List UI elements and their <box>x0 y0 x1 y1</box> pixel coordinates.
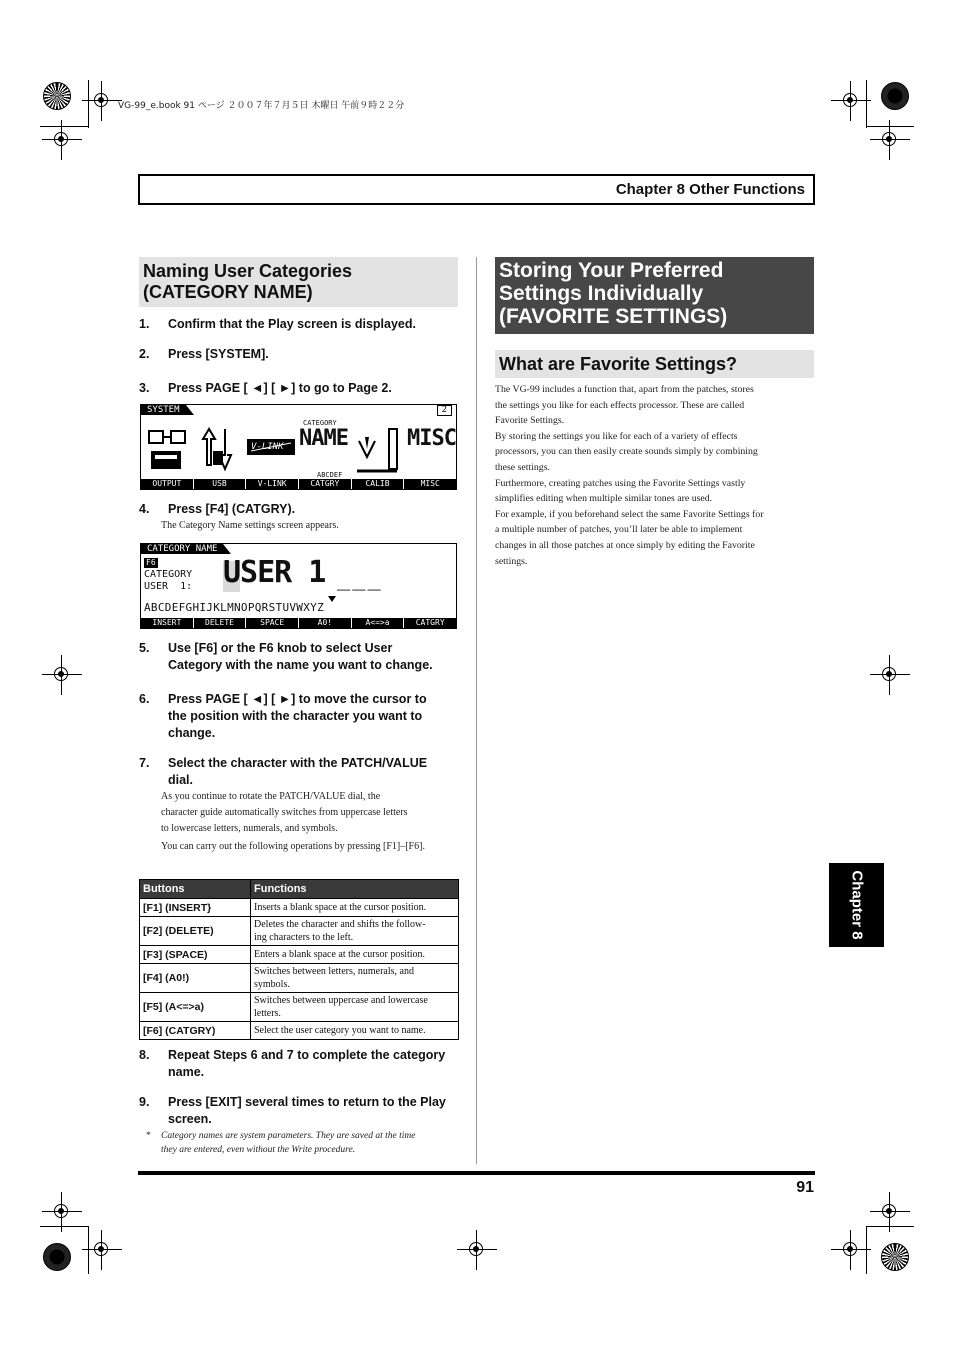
lcd-function-keys <box>141 479 456 489</box>
subsection-heading <box>495 350 814 378</box>
abcdef-label: ABCDEF <box>317 471 343 479</box>
function-cell: Deletes the character and shifts the follow- ing characters to the left. <box>251 917 459 946</box>
button-cell: [F5] (A<=>a) <box>140 993 251 1022</box>
fkey-label: CATGRY <box>404 618 456 628</box>
button-cell: [F2] (DELETE) <box>140 917 251 946</box>
lcd-function-keys <box>141 618 456 628</box>
chapter-tab <box>829 863 884 947</box>
step-text-line: screen. <box>168 1112 212 1126</box>
trim-line <box>866 1226 867 1274</box>
trim-line <box>40 126 88 127</box>
table-row <box>140 899 459 917</box>
f6-label: F6 <box>146 558 156 567</box>
lcd-title: CATEGORY NAME <box>141 544 223 554</box>
user-label: USER 1: <box>144 581 193 592</box>
function-cell: Switches between uppercase and lowercase letters. <box>251 993 459 1022</box>
crop-mark <box>42 655 82 695</box>
fkey-label: A0! <box>299 618 351 628</box>
table-header: Functions <box>251 880 459 899</box>
step-4 <box>139 501 459 519</box>
calibration-icon <box>353 427 409 475</box>
trim-line <box>866 1226 914 1227</box>
button-cell: [F6] (CATGRY) <box>140 1022 251 1040</box>
fkey-label: A<=>a <box>352 618 404 628</box>
function-cell: Select the user category you want to name. <box>251 1022 459 1040</box>
registration-target <box>881 1243 909 1271</box>
table-row <box>140 964 459 993</box>
crop-mark <box>870 655 910 695</box>
step-number: 9. <box>139 1095 150 1109</box>
character-guide: ABCDEFGHIJKLMNOPQRSTUVWXYZ <box>144 601 324 614</box>
section-heading-line: (CATEGORY NAME) <box>143 282 313 302</box>
section-heading-line: Storing Your Preferred <box>499 259 724 282</box>
table-header: Buttons <box>140 880 251 899</box>
table-row <box>140 1022 459 1040</box>
lcd-category-screen <box>140 543 457 629</box>
name-underscores: ___ <box>337 566 383 591</box>
step-9 <box>139 1094 459 1130</box>
step-7-description: As you continue to rotate the PATCH/VALUE dial, the character guide automatically switches from uppercase letters to lowercase letters, numerals, and symbols. <box>161 791 408 834</box>
output-icon <box>147 427 187 471</box>
column-divider <box>476 257 477 1164</box>
step-text-line: Select the character with the PATCH/VALUE <box>168 756 428 770</box>
step-1 <box>139 316 459 334</box>
page-number: 91 <box>796 1179 814 1196</box>
section-heading-line: Settings Individually <box>499 282 704 305</box>
section-heading-favorite <box>495 257 814 334</box>
step-6 <box>139 691 459 743</box>
lcd-system-screen <box>140 404 457 490</box>
fkey-label: OUTPUT <box>141 479 193 489</box>
misc-big-label: MISC <box>407 426 456 451</box>
footnote-mark: * <box>146 1131 151 1141</box>
trim-line <box>866 80 867 128</box>
fkey-label: CALIB <box>352 479 404 489</box>
step-text-line: Repeat Steps 6 and 7 to complete the category <box>168 1048 446 1062</box>
step-3 <box>139 380 459 398</box>
button-cell: [F4] (A0!) <box>140 964 251 993</box>
step-text: Confirm that the Play screen is displayed. <box>168 317 416 331</box>
step-number: 2. <box>139 347 150 361</box>
cursor-marker-icon <box>328 596 336 602</box>
function-cell: Switches between letters, numerals, and symbols. <box>251 964 459 993</box>
step-5 <box>139 640 459 676</box>
name-big-label: NAME <box>299 426 348 451</box>
step-2 <box>139 346 459 364</box>
step-text-line: Category with the name you want to change. <box>168 658 433 672</box>
function-table <box>139 879 459 1040</box>
section-heading-line: Naming User Categories <box>143 261 353 281</box>
trim-line <box>88 80 89 128</box>
print-header: VG-99_e.book 91 ページ ２００７年７月５日 木曜日 午前９時２２分 <box>118 101 405 111</box>
usb-icon <box>199 425 235 473</box>
step-text-line: dial. <box>168 773 194 787</box>
table-row <box>140 917 459 946</box>
fkey-label: USB <box>194 479 246 489</box>
chapter-tab-label: Chapter 8 <box>848 870 865 940</box>
cursor-block <box>223 561 240 592</box>
step-7 <box>139 755 459 791</box>
page-indicator: 2 <box>437 405 452 416</box>
category-label: CATEGORY <box>303 419 337 427</box>
step-8 <box>139 1047 459 1083</box>
step-text: Press [F4] (CATGRY). <box>168 502 296 516</box>
footer-rule <box>138 1171 815 1175</box>
button-cell: [F3] (SPACE) <box>140 946 251 964</box>
step-number: 1. <box>139 317 150 331</box>
fkey-label: V-LINK <box>246 479 298 489</box>
crop-mark <box>831 1230 871 1270</box>
registration-target <box>881 82 909 110</box>
fkey-label: DELETE <box>194 618 246 628</box>
step-text: Press PAGE [ ◄] [ ►] to go to Page 2. <box>168 381 392 395</box>
vlink-label: V-LINK <box>251 442 284 452</box>
footnote: Category names are system parameters. They are saved at the time they are entered, even without the Write procedure. <box>161 1131 416 1155</box>
button-cell: [F1] (INSERT} <box>140 899 251 917</box>
step-text-line: Use [F6] or the F6 knob to select User <box>168 641 393 655</box>
registration-target <box>43 1243 71 1271</box>
fkey-label: SPACE <box>246 618 298 628</box>
table-row <box>140 993 459 1022</box>
trim-line <box>88 1226 89 1274</box>
function-cell: Inserts a blank space at the cursor position. <box>251 899 459 917</box>
chapter-header <box>138 174 815 205</box>
section-heading-line: (FAVORITE SETTINGS) <box>499 305 728 328</box>
crop-mark <box>831 81 871 121</box>
step-text-line: name. <box>168 1065 205 1079</box>
favorite-description: The VG-99 includes a function that, apart from the patches, stores the settings you like for each effects processor. These are called Favorite Settings. By storing the settings you like for each of a variety of effects processors, you can then easily create sounds simply by combining these settings. Furthermore, creating patches using the Favorite Settings vastly simplifies editing when multiple similar tones are used. For example, if you beforehand select the same Favorite Settings for a multiple number of patches, you’ll later be able to implement changes in all those patches at once simply by editing the Favorite settings. <box>495 384 764 567</box>
category-label: CATEGORY <box>144 569 193 580</box>
subsection-heading-text: What are Favorite Settings? <box>499 354 738 374</box>
lcd-title: SYSTEM <box>141 405 186 415</box>
step-number: 6. <box>139 692 150 706</box>
step-text-line: Press [EXIT] several times to return to the Play <box>168 1095 446 1109</box>
fkey-label: MISC <box>404 479 456 489</box>
fkey-label: INSERT <box>141 618 193 628</box>
step-number: 8. <box>139 1048 150 1062</box>
trim-line <box>866 126 914 127</box>
registration-target <box>43 82 71 110</box>
trim-line <box>40 1226 88 1227</box>
crop-mark <box>457 1230 497 1270</box>
table-row <box>140 946 459 964</box>
step-text-line: Press PAGE [ ◄] [ ►] to move the cursor to <box>168 692 427 706</box>
step-number: 5. <box>139 641 150 655</box>
step-number: 3. <box>139 381 150 395</box>
fkey-label: CATGRY <box>299 479 351 489</box>
step-4-note: The Category Name settings screen appears. <box>161 520 339 531</box>
step-text-line: the position with the character you want to <box>168 709 423 723</box>
step-text: Press [SYSTEM]. <box>168 347 269 361</box>
step-7-operations-note: You can carry out the following operations by pressing [F1]–[F6]. <box>161 841 425 852</box>
chapter-header-title: Chapter 8 Other Functions <box>615 181 805 198</box>
step-number: 4. <box>139 502 150 516</box>
function-cell: Enters a blank space at the cursor position. <box>251 946 459 964</box>
step-text-line: change. <box>168 726 216 740</box>
category-name-value: USER 1 <box>223 555 326 590</box>
step-number: 7. <box>139 756 150 770</box>
section-heading <box>139 257 458 307</box>
